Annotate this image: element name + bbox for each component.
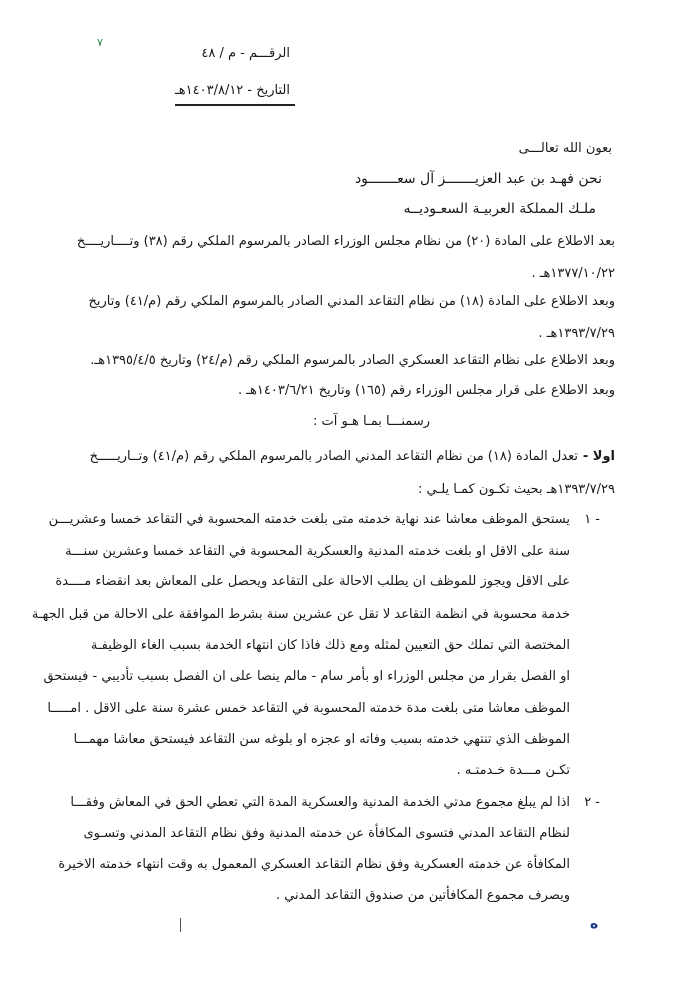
preamble-line: ١٣٧٧/١٠/٢٢هـ . bbox=[531, 266, 615, 281]
article-one-intro: ١٣٩٣/٧/٢٩هـ بحيث تكـون كمـا يلـي : bbox=[418, 482, 615, 497]
king-title: ملـك المملكة العربيـة السعـوديــه bbox=[403, 201, 596, 217]
clause-one-line: خدمة محسوبة في انظمة التقاعد لا تقل عن عشرين سنة بشرط الموافقة على الاحالة من قبل الجهـة bbox=[31, 607, 570, 622]
margin-tick-mark: ٧ bbox=[97, 36, 103, 49]
clause-one-line: على الاقل ويجوز للموظف ان يطلب الاحالة على التقاعد ويحصل على المعاش بعد انقضاء مــــدة bbox=[55, 574, 570, 589]
decree-date: التاريخ - ١٤٠٣/٨/١٢هـ bbox=[174, 83, 290, 98]
clause-one-line: الموظف معاشا متى بلغت مدة خدمته المحسوبة في التقاعد خمس عشرة سنة على الاقل . امـــــا bbox=[47, 701, 570, 716]
preamble-line: ١٣٩٣/٧/٢٩هـ . bbox=[538, 326, 615, 341]
reference-number: الرقـــم - م / ٤٨ bbox=[201, 46, 290, 61]
king-name: نحن فهـد بن عبد العزيـــــــز آل سعـــــــود bbox=[354, 171, 602, 187]
clause-two-line: اذا لم يبلغ مجموع مدتي الخدمة المدنية والعسكرية المدة التي تعطي الحق في المعاش وفقـــا bbox=[70, 795, 570, 810]
clause-two-line: ويصرف مجموع المكافأتين من صندوق التقاعد المدني . bbox=[275, 888, 570, 903]
margin-tick bbox=[180, 918, 181, 932]
clause-one-line: تكـن مـــدة خـدمتـه . bbox=[456, 763, 570, 778]
preamble-line: وبعد الاطلاع على قرار مجلس الوزراء رقم (١٦٥) وتاريخ ١٤٠٣/٦/٢١هـ . bbox=[237, 383, 615, 398]
date-underline bbox=[175, 104, 295, 106]
clause-one-line: او الفصل بقرار من مجلس الوزراء او بأمر سام - مالم ينصا على ان الفصل بسبب تأديبي - فيستحق bbox=[43, 669, 570, 684]
invocation: بعون الله تعالـــى bbox=[518, 141, 612, 156]
clause-one-line: المختصة التي تملك حق التعيين لمثله ومع ذلك فاذا كان انتهاء الخدمة بسبب الغاء الوظيفـة bbox=[90, 638, 570, 653]
decree-heading: رسمنـــا بمـا هـو آت : bbox=[312, 414, 430, 429]
page-corner-mark: ه bbox=[590, 916, 599, 932]
preamble-line: وبعد الاطلاع على المادة (١٨) من نظام التقاعد المدني الصادر بالمرسوم الملكي رقم (م/٤١) وتاريخ bbox=[88, 294, 615, 309]
article-one-intro: تعدل المادة (١٨) من نظام التقاعد المدني الصادر بالمرسوم الملكي رقم (م/٤١) وتــاريـــــخ bbox=[89, 449, 578, 464]
clause-one-line: الموظف الذي تنتهي خدمته بسبب وفاته او عجزه او بلوغه سن التقاعد فيستحق معاشا مهمـــا bbox=[73, 732, 570, 747]
clause-two-line: لنظام التقاعد المدني فتسوى المكافأة عن خدمته المدنية وفق نظام التقاعد المدني وتسـوى bbox=[83, 826, 570, 841]
clause-one-line: سنة على الاقل او بلغت خدمته المدنية والعسكرية المحسوبة في التقاعد خمسا وعشرين سنـــة bbox=[65, 544, 570, 559]
clause-one-number: ١ - bbox=[584, 512, 600, 527]
clause-one-line: يستحق الموظف معاشا عند نهاية خدمته متى بلغت خدمته المحسوبة في التقاعد خمسا وعشريـــن bbox=[48, 512, 570, 527]
clause-two-line: المكافأة عن خدمته العسكرية وفق نظام التقاعد العسكري المعمول به وقت انتهاء خدمته الاخيرة bbox=[58, 857, 570, 872]
preamble-line: وبعد الاطلاع على نظام التقاعد العسكري الصادر بالمرسوم الملكي رقم (م/٢٤) وتاريخ ١٣٩٥/٤/٥هـ. bbox=[90, 353, 615, 368]
clause-two-number: ٢ - bbox=[584, 795, 600, 810]
preamble-line: بعد الاطلاع على المادة (٢٠) من نظام مجلس الوزراء الصادر بالمرسوم الملكي رقم (٣٨) وتــــاريــــخ bbox=[76, 234, 615, 249]
article-one-label: اولا - bbox=[582, 449, 615, 464]
